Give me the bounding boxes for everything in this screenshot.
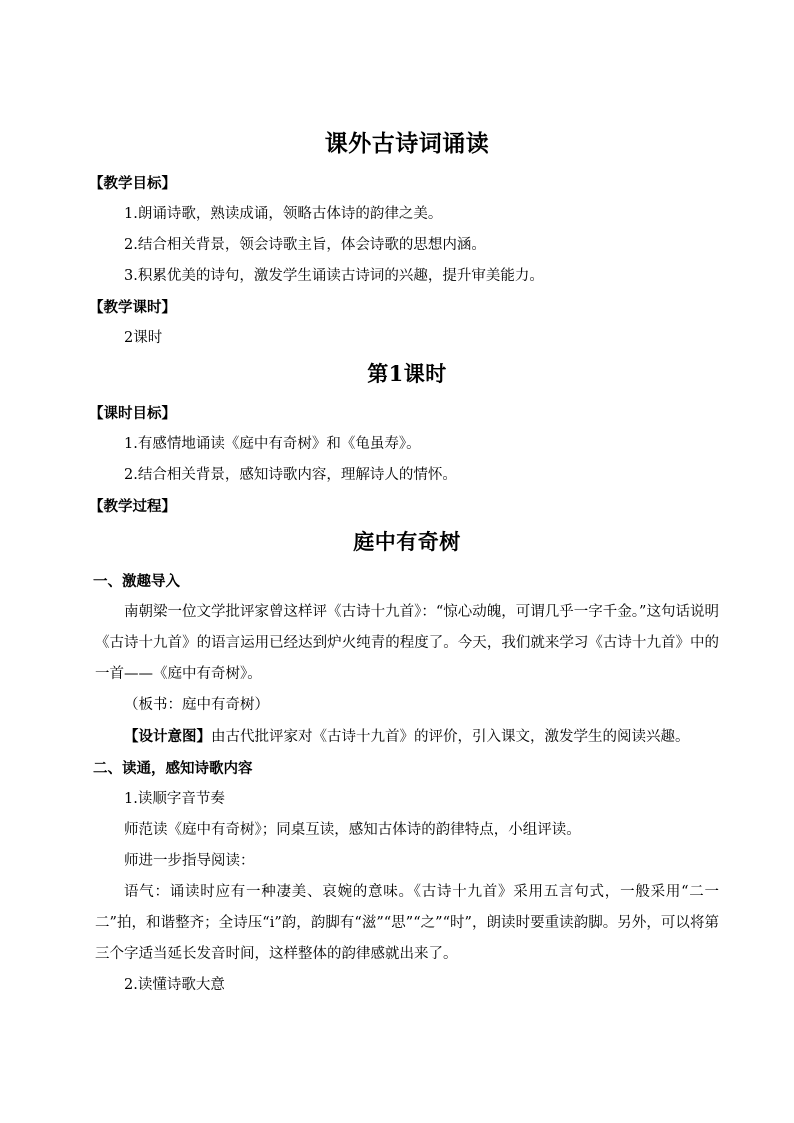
teaching-process-heading: 【教学过程】 — [89, 498, 176, 515]
design-intent-text: 由古代批评家对《古诗十九首》的评价，引入课文，激发学生的阅读兴趣。 — [211, 729, 690, 745]
step1-paragraph: 师范读《庭中有奇树》；同桌互读，感知古体诗的韵律特点，小组评读。 — [124, 822, 581, 838]
lesson-goal-2: 2.结合相关背景，感知诗歌内容，理解诗人的情怀。 — [124, 467, 457, 483]
tone-paragraph: 语气：诵读时应有一种凄美、哀婉的意味。《古诗十九首》采用五言句式，一般采用“二一二”拍，和谐整齐；全诗压“i”韵，韵脚有“滋”“思”“之”“时”，朗读时要重读韵脚。另外，可以将第三个字适当延长发音时间，这样整体的韵律感就出来了。 — [95, 884, 719, 962]
teaching-goals-heading: 【教学目标】 — [89, 175, 176, 192]
lesson-goal-1: 1.有感情地诵读《庭中有奇树》和《龟虽寿》。 — [124, 436, 421, 452]
step1-heading: 1.读顺字音节奏 — [124, 791, 225, 807]
design-intent-paragraph — [95, 721, 719, 753]
part2-heading: 二、读通，感知诗歌内容 — [93, 760, 253, 777]
design-intent-label: 【设计意图】 — [124, 728, 211, 745]
lesson-title: 第1课时 — [367, 361, 447, 386]
part1-paragraph: 南朝梁一位文学批评家曾这样评《古诗十九首》：“惊心动魄，可谓几乎一字千金。”这句话说明《古诗十九首》的语言运用已经达到炉火纯青的程度了。今天，我们就来学习《古诗十九首》中的一首——《庭中有奇树》。 — [95, 604, 719, 682]
poem-title: 庭中有奇树 — [353, 529, 461, 554]
document-title: 课外古诗词诵读 — [324, 130, 490, 157]
step2-heading: 2.读懂诗歌大意 — [124, 977, 225, 993]
lesson-goals-heading: 【课时目标】 — [89, 405, 176, 422]
teaching-hours-value: 2课时 — [124, 330, 163, 346]
teaching-goal-3: 3.积累优美的诗句，激发学生诵读古诗词的兴趣，提升审美能力。 — [124, 268, 544, 284]
teaching-goal-1: 1.朗诵诗歌，熟读成诵，领略古体诗的韵律之美。 — [124, 206, 443, 222]
step1-guide: 师进一步指导阅读： — [124, 853, 255, 869]
teaching-goal-2: 2.结合相关背景，领会诗歌主旨，体会诗歌的思想内涵。 — [124, 237, 486, 253]
document-content — [89, 128, 719, 1001]
teaching-hours-heading: 【教学课时】 — [89, 299, 176, 316]
part1-heading: 一、激趣导入 — [93, 573, 180, 590]
board-note: （板书：庭中有奇树） — [124, 697, 269, 713]
